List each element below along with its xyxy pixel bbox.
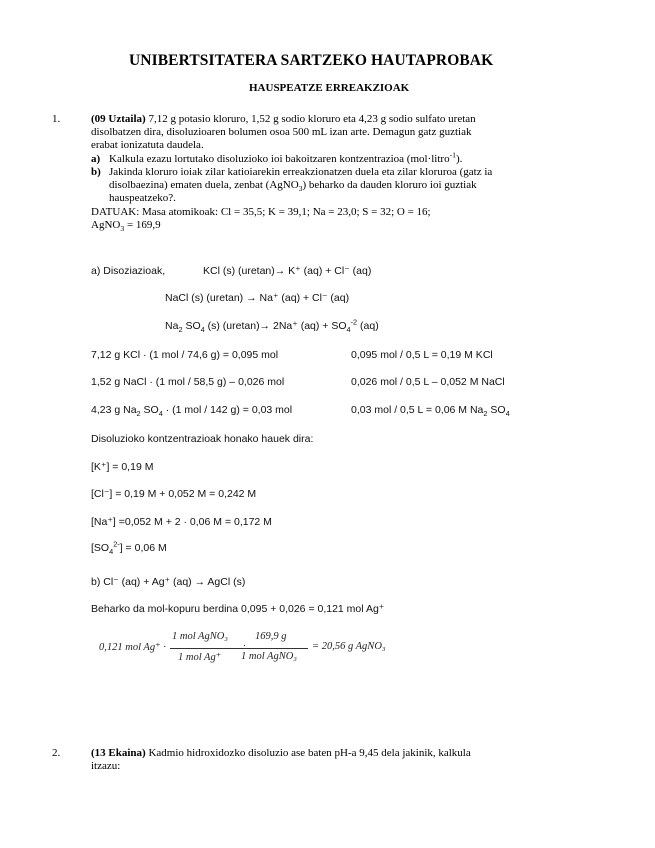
reaction-na2so4-sub3: 4 <box>346 325 351 335</box>
reaction-kcl: KCl (s) (uretan)→ K⁺ (aq) + Cl⁻ (aq) <box>203 265 372 277</box>
problem-2-text-1: Kadmio hidroxidozko disoluzio ase baten pH-a 9,45 dela jakinik, kalkula <box>145 747 471 759</box>
question-b-label: b) <box>91 166 101 178</box>
calc-nacl-conc: 0,026 mol / 0,5 L – 0,052 M NaCl <box>351 376 505 388</box>
calc-kcl-conc: 0,095 mol / 0,5 L = 0,19 M KCl <box>351 349 493 361</box>
reaction-na2so4-sup: -2 <box>350 317 358 327</box>
concentration-so4-sup: 2- <box>113 539 120 549</box>
problem-1-statement-line-1 <box>91 113 476 126</box>
question-b-line-2-b: ) beharko da dauden kloruro ioi guztiak <box>302 179 477 191</box>
calc-na2so4-conc-b: SO <box>487 404 506 416</box>
reaction-nacl: NaCl (s) (uretan) → Na⁺ (aq) + Cl⁻ (aq) <box>165 292 350 304</box>
concentration-cl: [Cl⁻] = 0,19 M + 0,052 M = 0,242 M <box>91 488 257 500</box>
question-a-label: a) <box>91 153 101 165</box>
reaction-na2so4-d: (aq) <box>357 320 379 332</box>
question-a-body: Kalkula ezazu lortutako disoluzioko ioi bakoitzaren kontzentrazioa (mol·litro <box>109 153 450 165</box>
calc-na2so4-conc-sub1: 2 <box>483 409 488 419</box>
fraction-2-numerator: 169,9 g <box>255 631 287 642</box>
question-b-line-3: hauspeatzeko?. <box>109 192 176 204</box>
concentration-so4 <box>91 539 167 557</box>
concentration-so4-sub: 4 <box>109 547 114 557</box>
calc-kcl-mol: 7,12 g KCl · (1 mol / 74,6 g) = 0,095 mol <box>91 349 279 361</box>
question-b-line-2-a: disolbaezina) ematen duela, zenbat (AgNO <box>109 179 299 191</box>
concentrations-intro: Disoluzioko kontzentrazioak honako hauek dira: <box>91 433 314 445</box>
data-line-1: DATUAK: Masa atomikoak: Cl = 35,5; K = 39,1; Na = 23,0; S = 32; O = 16; <box>91 206 431 218</box>
fraction-1-numerator: 1 mol AgNO₃ <box>172 631 228 642</box>
fraction-1-denominator: 1 mol Ag⁺ <box>178 652 222 663</box>
calc-na2so4-conc-a: 0,03 mol / 0,5 L = 0,06 M Na <box>351 404 484 416</box>
calc-na2so4-mol-sub2: 4 <box>158 409 163 419</box>
reaction-na2so4-b: SO <box>182 320 201 332</box>
equation-result: = 20,56 g AgNO₃ <box>312 641 386 652</box>
question-b-line-2 <box>109 179 477 192</box>
data-line-2-b: = 169,9 <box>124 219 161 231</box>
concentration-na: [Na⁺] =0,052 M + 2 · 0,06 M = 0,172 M <box>91 516 272 528</box>
problem-1-statement-line-3: erabat ionizatuta daudela. <box>91 139 204 151</box>
concentration-k: [K⁺] = 0,19 M <box>91 461 154 473</box>
data-line-2-sub: 3 <box>120 224 125 234</box>
problem-2-tag: (13 Ekaina) <box>91 747 146 759</box>
problem-1-text-1: 7,12 g potasio kloruro, 1,52 g sodio kloruro eta 4,23 g sodio sulfato uretan <box>145 113 476 125</box>
question-a-superscript: -1 <box>449 150 456 160</box>
equation-dot: · <box>243 641 246 652</box>
question-a-end: ). <box>455 153 463 165</box>
problem-1-number: 1. <box>52 113 61 125</box>
calc-na2so4-mol-b: SO <box>140 404 159 416</box>
reaction-na2so4-c: (s) (uretan)→ 2Na⁺ (aq) + SO <box>204 320 347 332</box>
reaction-na2so4-sub2: 4 <box>200 325 205 335</box>
calc-na2so4-mol-c: · (1 mol / 142 g) = 0,03 mol <box>162 404 293 416</box>
concentration-so4-b: ] = 0,06 M <box>119 542 167 554</box>
data-line-2 <box>91 219 161 232</box>
fraction-2-denominator: 1 mol AgNO₃ <box>241 651 297 662</box>
calc-na2so4-conc <box>351 404 510 419</box>
reaction-agcl: b) Cl⁻ (aq) + Ag⁺ (aq) → AgCl (s) <box>91 576 246 588</box>
reaction-na2so4 <box>165 317 379 335</box>
data-line-2-a: AgNO <box>91 219 121 231</box>
problem-2-statement-line-2: itzazu: <box>91 760 121 772</box>
reaction-na2so4-sub1: 2 <box>178 325 183 335</box>
mol-ag-needed: Beharko da mol-kopuru berdina 0,095 + 0,026 = 0,121 mol Ag⁺ <box>91 603 385 615</box>
problem-1-statement-line-2: disolbatzen dira, disoluzioaren bolumen osoa 500 mL izan arte. Demagun gatz guztiak <box>91 126 472 138</box>
section-title: HAUSPEATZE ERREAKZIOAK <box>249 82 410 94</box>
concentration-so4-a: [SO <box>91 542 110 554</box>
fraction-2-bar <box>238 648 308 649</box>
problem-2-statement-line-1 <box>91 747 471 760</box>
page-title: UNIBERTSITATERA SARTZEKO HAUTAPROBAK <box>129 52 494 69</box>
solution-a-label: a) Disoziazioak, <box>91 265 166 277</box>
calc-na2so4-mol <box>91 404 293 419</box>
calc-na2so4-conc-sub2: 4 <box>505 409 510 419</box>
problem-1-tag: (09 Uztaila) <box>91 113 146 125</box>
calc-nacl-mol: 1,52 g NaCl · (1 mol / 58,5 g) – 0,026 mol <box>91 376 285 388</box>
problem-2-number: 2. <box>52 747 61 759</box>
fraction-1-bar <box>170 648 240 649</box>
calc-na2so4-mol-sub1: 2 <box>136 409 141 419</box>
calc-na2so4-mol-a: 4,23 g Na <box>91 404 137 416</box>
equation-lead: 0,121 mol Ag⁺ · <box>99 642 166 653</box>
reaction-na2so4-a: Na <box>165 320 179 332</box>
question-a-text <box>109 150 463 166</box>
question-b-line-1: Jakinda kloruro ioiak zilar katioiarekin erreakzionatzen duela eta zilar kloruroa (gatz ia <box>109 166 493 178</box>
question-b-line-2-sub: 3 <box>298 184 303 194</box>
